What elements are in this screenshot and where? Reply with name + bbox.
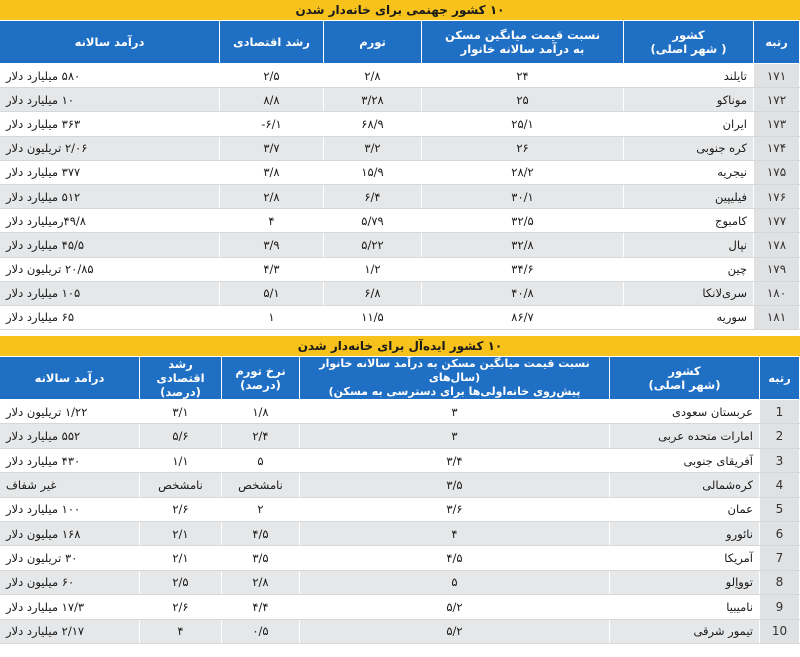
header-country: کشور ( شهر اصلی) <box>624 21 754 64</box>
table-row <box>0 88 800 112</box>
table-row <box>0 400 800 424</box>
cell-rank: ۱۸۰ <box>754 281 800 305</box>
cell-rank: ۱۷۳ <box>754 112 800 136</box>
cell-rank: ۱۸۱ <box>754 305 800 329</box>
cell-country: فیلیپین <box>624 184 754 208</box>
cell-rank: 5 <box>760 497 800 521</box>
cell-country: موناکو <box>624 88 754 112</box>
cell-growth: ۱ <box>220 305 324 329</box>
cell-ratio: ۵ <box>300 570 610 594</box>
table-row <box>0 136 800 160</box>
cell-income: ۶۵ میلیارد دلار <box>0 305 220 329</box>
cell-growth: ۲/۵ <box>220 64 324 88</box>
header-growth: رشد اقتصادی (درصد) <box>140 357 222 400</box>
cell-inflation: ۲ <box>222 497 300 521</box>
cell-rank: ۱۷۷ <box>754 209 800 233</box>
cell-country: نامیبیا <box>610 595 760 619</box>
cell-inflation: ۴/۵ <box>222 522 300 546</box>
cell-inflation: ۶/۴ <box>324 184 422 208</box>
table-row <box>0 619 800 643</box>
cell-growth: ۴ <box>220 209 324 233</box>
cell-income: ۶۰ میلیون دلار <box>0 570 140 594</box>
cell-ratio: ۳۰/۱ <box>422 184 624 208</box>
cell-country: آفریقای جنوبی <box>610 448 760 472</box>
header-income: درآمد سالانه <box>0 21 220 64</box>
cell-rank: 4 <box>760 473 800 497</box>
cell-inflation: ۰/۵ <box>222 619 300 643</box>
cell-rank: ۱۷۱ <box>754 64 800 88</box>
table-row <box>0 497 800 521</box>
cell-rank: ۱۷۵ <box>754 160 800 184</box>
cell-growth: نامشخص <box>140 473 222 497</box>
cell-growth: ۱/۱ <box>140 448 222 472</box>
header-rank: رتبه <box>754 21 800 64</box>
cell-ratio: ۳/۵ <box>300 473 610 497</box>
table-header-row <box>0 21 800 64</box>
cell-inflation: ۱۱/۵ <box>324 305 422 329</box>
cell-country: تیمور شرقی <box>610 619 760 643</box>
cell-income: ۳۶۳ میلیارد دلار <box>0 112 220 136</box>
cell-ratio: ۴ <box>300 522 610 546</box>
table-row <box>0 546 800 570</box>
cell-country: آمریکا <box>610 546 760 570</box>
cell-ratio: ۵/۲ <box>300 595 610 619</box>
table1-title: ۱۰ کشور جهنمی برای خانه‌دار شدن <box>0 0 800 20</box>
cell-ratio: ۳ <box>300 424 610 448</box>
cell-inflation: ۶۸/۹ <box>324 112 422 136</box>
cell-income: ۳۷۷ میلیارد دلار <box>0 160 220 184</box>
cell-ratio: ۲۵/۱ <box>422 112 624 136</box>
cell-inflation: ۳/۲ <box>324 136 422 160</box>
table-row <box>0 448 800 472</box>
ideal-countries-table <box>0 356 800 644</box>
cell-income: ۱/۲۲ تریلیون دلار <box>0 400 140 424</box>
cell-growth: ۵/۶ <box>140 424 222 448</box>
table-row <box>0 281 800 305</box>
table-row <box>0 160 800 184</box>
cell-growth: ۲/۶ <box>140 497 222 521</box>
cell-income: ۲/۱۷ میلیارد دلار <box>0 619 140 643</box>
cell-inflation: ۵ <box>222 448 300 472</box>
table-row <box>0 257 800 281</box>
cell-country: کامبوج <box>624 209 754 233</box>
cell-ratio: ۸۶/۷ <box>422 305 624 329</box>
cell-ratio: ۴۰/۸ <box>422 281 624 305</box>
cell-ratio: ۲۵ <box>422 88 624 112</box>
cell-ratio: ۲۴ <box>422 64 624 88</box>
cell-rank: 3 <box>760 448 800 472</box>
header-inflation: تورم <box>324 21 422 64</box>
cell-rank: 9 <box>760 595 800 619</box>
cell-growth: ۸/۸ <box>220 88 324 112</box>
cell-growth: ۲/۱ <box>140 546 222 570</box>
cell-growth: ۲/۸ <box>220 184 324 208</box>
cell-rank: ۱۷۶ <box>754 184 800 208</box>
cell-country: سوریه <box>624 305 754 329</box>
cell-country: عمان <box>610 497 760 521</box>
cell-country: تایلند <box>624 64 754 88</box>
cell-ratio: ۲۶ <box>422 136 624 160</box>
cell-inflation: ۱/۸ <box>222 400 300 424</box>
hell-countries-table <box>0 20 800 330</box>
cell-income: ۳۰ تریلیون دلار <box>0 546 140 570</box>
cell-income: ۴۹/۸رمیلیارد دلار <box>0 209 220 233</box>
cell-ratio: ۳۲/۸ <box>422 233 624 257</box>
header-income: درآمد سالانه <box>0 357 140 400</box>
cell-income: ۱۷/۳ میلیارد دلار <box>0 595 140 619</box>
cell-rank: 6 <box>760 522 800 546</box>
cell-growth: ۴ <box>140 619 222 643</box>
cell-growth: ۲/۵ <box>140 570 222 594</box>
cell-rank: 1 <box>760 400 800 424</box>
cell-growth: ۲/۱ <box>140 522 222 546</box>
cell-country: سری‌لانکا <box>624 281 754 305</box>
table-row <box>0 522 800 546</box>
cell-income: ۱۰۰ میلیارد دلار <box>0 497 140 521</box>
cell-income: ۲۰/۸۵ تریلیون دلار <box>0 257 220 281</box>
table-row <box>0 595 800 619</box>
cell-income: ۵۵۲ میلیارد دلار <box>0 424 140 448</box>
cell-inflation: ۳/۲۸ <box>324 88 422 112</box>
cell-growth: ۶/۱- <box>220 112 324 136</box>
cell-income: ۲/۰۶ تریلیون دلار <box>0 136 220 160</box>
cell-inflation: ۲/۸ <box>222 570 300 594</box>
cell-country: ایران <box>624 112 754 136</box>
cell-ratio: ۳/۶ <box>300 497 610 521</box>
cell-inflation: ۵/۲۲ <box>324 233 422 257</box>
cell-ratio: ۳۴/۶ <box>422 257 624 281</box>
cell-inflation: ۶/۸ <box>324 281 422 305</box>
cell-rank: 2 <box>760 424 800 448</box>
table2-title: ۱۰ کشور ایده‌آل برای خانه‌دار شدن <box>0 336 800 356</box>
cell-income: غیر شفاف <box>0 473 140 497</box>
cell-country: امارات متحده عربی <box>610 424 760 448</box>
cell-country: کره جنوبی <box>624 136 754 160</box>
cell-country: نپال <box>624 233 754 257</box>
table-row <box>0 305 800 329</box>
cell-rank: ۱۷۲ <box>754 88 800 112</box>
cell-inflation: ۱۵/۹ <box>324 160 422 184</box>
table-row <box>0 233 800 257</box>
header-ratio: نسبت قیمت میانگین مسکن به درآمد سالانه خانوار <box>422 21 624 64</box>
cell-ratio: ۳۲/۵ <box>422 209 624 233</box>
cell-income: ۴۵/۵ میلیارد دلار <box>0 233 220 257</box>
cell-ratio: ۵/۲ <box>300 619 610 643</box>
cell-ratio: ۳/۴ <box>300 448 610 472</box>
cell-country: نیجریه <box>624 160 754 184</box>
cell-country: عربستان سعودی <box>610 400 760 424</box>
header-growth: رشد اقتصادی <box>220 21 324 64</box>
cell-income: ۵۱۲ میلیارد دلار <box>0 184 220 208</box>
table-row <box>0 64 800 88</box>
cell-rank: 7 <box>760 546 800 570</box>
cell-country: کره‌شمالی <box>610 473 760 497</box>
cell-income: ۱۰ میلیارد دلار <box>0 88 220 112</box>
cell-growth: ۴/۳ <box>220 257 324 281</box>
cell-growth: ۵/۱ <box>220 281 324 305</box>
cell-inflation: نامشخص <box>222 473 300 497</box>
cell-rank: ۱۷۹ <box>754 257 800 281</box>
table-row <box>0 473 800 497</box>
cell-country: توواِلو <box>610 570 760 594</box>
header-country: کشور (شهر اصلی) <box>610 357 760 400</box>
table-row <box>0 112 800 136</box>
cell-growth: ۲/۶ <box>140 595 222 619</box>
cell-ratio: ۴/۵ <box>300 546 610 570</box>
cell-growth: ۳/۹ <box>220 233 324 257</box>
cell-income: ۵۸۰ میلیارد دلار <box>0 64 220 88</box>
cell-rank: 10 <box>760 619 800 643</box>
cell-growth: ۳/۸ <box>220 160 324 184</box>
cell-ratio: ۳ <box>300 400 610 424</box>
cell-rank: ۱۷۸ <box>754 233 800 257</box>
cell-inflation: ۵/۷۹ <box>324 209 422 233</box>
cell-growth: ۳/۷ <box>220 136 324 160</box>
cell-country: چین <box>624 257 754 281</box>
table-row <box>0 424 800 448</box>
cell-rank: 8 <box>760 570 800 594</box>
cell-inflation: ۳/۵ <box>222 546 300 570</box>
cell-rank: ۱۷۴ <box>754 136 800 160</box>
cell-inflation: ۱/۲ <box>324 257 422 281</box>
cell-income: ۴۳۰ میلیارد دلار <box>0 448 140 472</box>
header-ratio: نسبت قیمت میانگین مسکن به درآمد سالانه خانوار (سال‌های پیش‌روی خانه‌اولی‌ها برای دسترسی به مسکن) <box>300 357 610 400</box>
table-row <box>0 570 800 594</box>
cell-inflation: ۴/۴ <box>222 595 300 619</box>
header-inflation: نرخ تورم (درصد) <box>222 357 300 400</box>
table-row <box>0 209 800 233</box>
header-rank: رتبه <box>760 357 800 400</box>
table-header-row <box>0 357 800 400</box>
cell-inflation: ۲/۴ <box>222 424 300 448</box>
cell-inflation: ۲/۸ <box>324 64 422 88</box>
cell-growth: ۳/۱ <box>140 400 222 424</box>
cell-income: ۱۰۵ میلیارد دلار <box>0 281 220 305</box>
cell-country: نائورو <box>610 522 760 546</box>
cell-income: ۱۶۸ میلیون دلار <box>0 522 140 546</box>
table-row <box>0 184 800 208</box>
cell-ratio: ۲۸/۲ <box>422 160 624 184</box>
